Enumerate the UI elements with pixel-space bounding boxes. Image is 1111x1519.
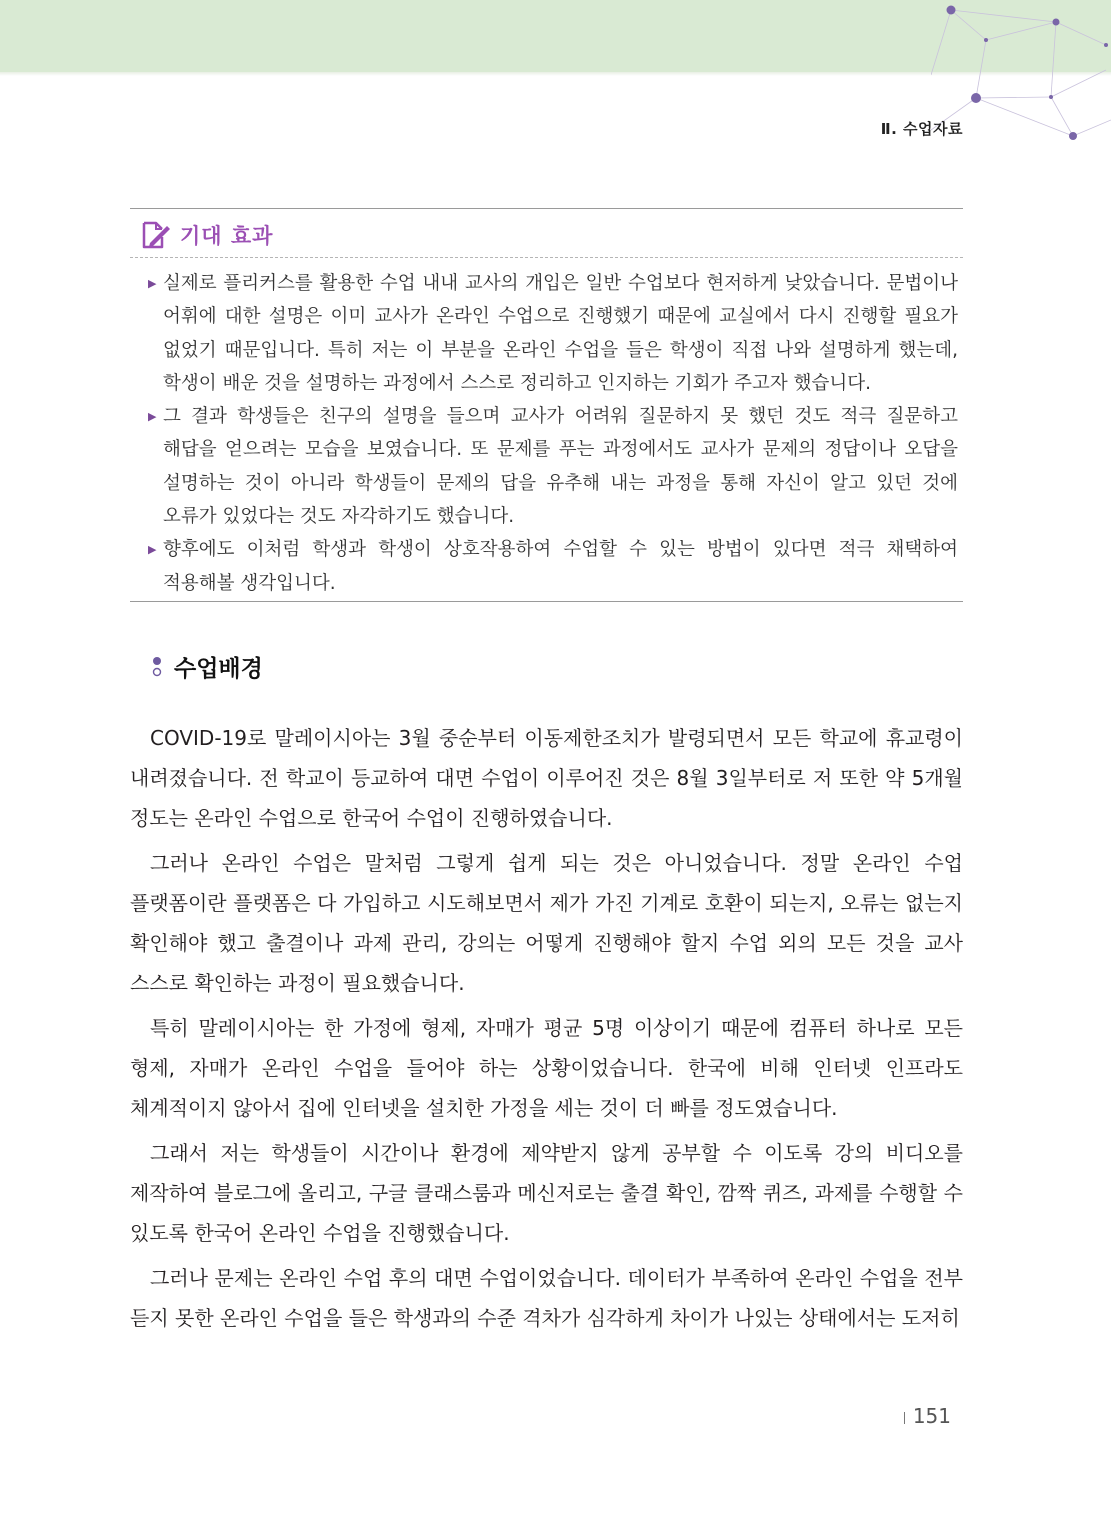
triangle-bullet-icon: ▶ xyxy=(148,543,157,557)
heading-dots-icon xyxy=(152,656,162,678)
paragraph: 그러나 문제는 온라인 수업 후의 대면 수업이었습니다. 데이터가 부족하여 온라인 수업을 전부 듣지 못한 온라인 수업을 들은 학생과의 수준 격차가 심각하게 차이가 나있는 상태에서는 도저히 xyxy=(130,1266,963,1330)
list-item xyxy=(148,533,958,600)
list-item-text: 실제로 플리커스를 활용한 수업 내내 교사의 개입은 일반 수업보다 현저하게 낮았습니다. 문법이나 어휘에 대한 설명은 이미 교사가 온라인 수업으로 진행했기 때문에 교실에서 다시 진행할 필요가 없었기 때문입니다. 특히 저는 이 부분을 온라인 수업을 들은 학생이 직접 나와 설명하게 했는데, 학생이 배운 것을 설명하는 과정에서 스스로 정리하고 인지하는 기회가 주고자 했습니다. xyxy=(163,273,958,394)
expected-effects-list xyxy=(148,267,958,600)
background-title: 수업배경 xyxy=(174,655,263,682)
list-item xyxy=(148,267,958,400)
expected-effects-title-row xyxy=(130,209,963,258)
page-number-divider xyxy=(904,1412,905,1424)
list-item-text: 향후에도 이처럼 학생과 학생이 상호작용하여 수업할 수 있는 방법이 있다면 적극 채택하여 적용해볼 생각입니다. xyxy=(163,539,958,594)
expected-effects-box xyxy=(130,208,963,602)
list-item xyxy=(148,400,958,533)
paragraph: 그러나 온라인 수업은 말처럼 그렇게 쉽게 되는 것은 아니었습니다. 정말 온라인 수업 플랫폼이란 플랫폼은 다 가입하고 시도해보면서 제가 가진 기계로 호환이 되는지, 오류는 없는지 확인해야 했고 출결이나 과제 관리, 강의는 어떻게 진행해야 할지 수업 외의 모든 것을 교사 스스로 확인하는 과정이 필요했습니다. xyxy=(130,851,963,995)
document-pen-icon xyxy=(136,217,172,251)
triangle-bullet-icon: ▶ xyxy=(148,410,157,424)
page-number xyxy=(904,1404,951,1428)
list-item-text: 그 결과 학생들은 친구의 설명을 들으며 교사가 어려워 질문하지 못 했던 것도 적극 질문하고 해답을 얻으려는 모습을 보였습니다. 또 문제를 푸는 과정에서도 교사가 문제의 정답이나 오답을 설명하는 것이 아니라 학생들이 문제의 답을 유추해 내는 과정을 통해 자신이 알고 있던 것에 오류가 있었다는 것도 자각하기도 했습니다. xyxy=(163,406,958,528)
paragraph: 그래서 저는 학생들이 시간이나 환경에 제약받지 않게 공부할 수 이도록 강의 비디오를 제작하여 블로그에 올리고, 구글 클래스룸과 메신저로는 출결 확인, 깜짝 퀴즈, 과제를 수행할 수 있도록 한국어 온라인 수업을 진행했습니다. xyxy=(130,1141,963,1245)
section-header: Ⅱ. 수업자료 xyxy=(880,120,963,138)
page-number-value: 151 xyxy=(912,1404,951,1428)
expected-effects-title: 기대 효과 xyxy=(180,224,274,248)
background-body xyxy=(130,718,963,1343)
triangle-bullet-icon: ▶ xyxy=(148,277,157,290)
paragraph: COVID-19로 말레이시아는 3월 중순부터 이동제한조치가 발령되면서 모든 학교에 휴교령이 내려졌습니다. 전 학교이 등교하여 대면 수업이 이루어진 것은 8월 3일부터로 저 또한 약 5개월 정도는 온라인 수업으로 한국어 수업이 진행하였습니다. xyxy=(130,726,963,830)
paragraph: 특히 말레이시아는 한 가정에 형제, 자매가 평균 5명 이상이기 때문에 컴퓨터 하나로 모든 형제, 자매가 온라인 수업을 들어야 하는 상황이었습니다. 한국에 비해 인터넷 인프라도 체계적이지 않아서 집에 인터넷을 설치한 가정을 세는 것이 더 빠를 정도였습니다. xyxy=(130,1016,963,1120)
